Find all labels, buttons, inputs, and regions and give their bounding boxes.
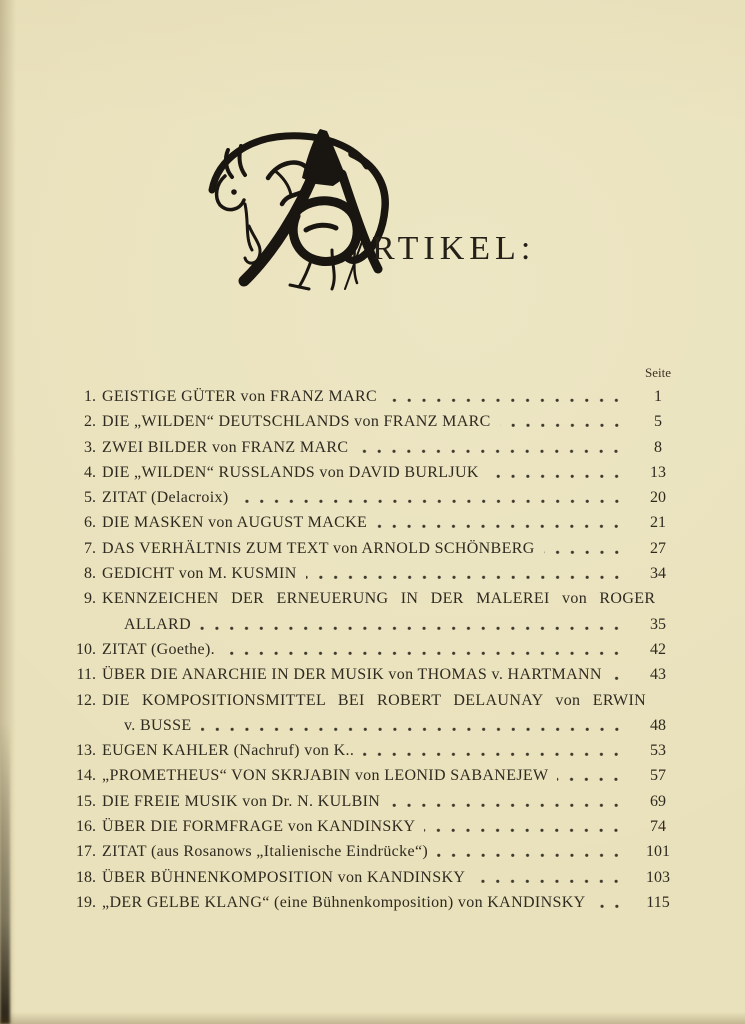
- dot-leader: [238, 485, 629, 510]
- entry-title: DIE „WILDEN“ RUSSLANDS von DAVID BURLJUK: [102, 463, 479, 481]
- entry-number: 12.: [76, 691, 96, 709]
- toc-entry: [63, 460, 683, 485]
- entry-number: 5.: [84, 489, 96, 507]
- dot-leader: [376, 510, 629, 535]
- entry-number: 17.: [76, 843, 96, 861]
- entry-title: „DER GELBE KLANG“ (eine Bühnenkomposition) von KANDINSKY: [102, 893, 586, 911]
- entry-page-number: 27: [650, 539, 666, 557]
- toc-entry: [63, 435, 683, 460]
- toc-entry: [63, 384, 683, 409]
- entry-page-number: 69: [650, 792, 666, 810]
- entry-title: ÜBER BÜHNENKOMPOSITION von KANDINSKY: [102, 868, 466, 886]
- page-column-header-row: [63, 363, 683, 382]
- dot-leader: [437, 839, 629, 864]
- dot-leader: [357, 435, 629, 460]
- entry-title: DAS VERHÄLTNIS ZUM TEXT von ARNOLD SCHÖNBERG: [102, 539, 535, 557]
- dot-leader: [224, 637, 629, 662]
- entry-title: EUGEN KAHLER (Nachruf) von K..: [102, 742, 355, 760]
- entry-number: 13.: [76, 742, 96, 760]
- entry-page-number: 13: [650, 463, 666, 481]
- dot-leader: [363, 738, 629, 763]
- entry-title: GEDICHT von M. KUSMIN: [102, 565, 297, 583]
- table-of-contents: [63, 363, 683, 915]
- entry-page-number: 21: [650, 514, 666, 532]
- entry-number: 3.: [84, 438, 96, 456]
- entry-page-number: 115: [646, 893, 670, 911]
- entry-page-number: 57: [650, 767, 666, 785]
- dot-leader: [544, 536, 629, 561]
- entry-number: 15.: [76, 792, 96, 810]
- dot-leader: [557, 763, 629, 788]
- toc-entry: [63, 586, 683, 611]
- entry-title: DIE MASKEN von AUGUST MACKE: [102, 514, 368, 532]
- page-bottom-shading: [0, 1012, 745, 1024]
- dot-leader: [201, 713, 629, 738]
- horse-initial-A-woodcut-icon: [204, 118, 389, 298]
- toc-entry: [63, 688, 683, 713]
- toc-entry: [63, 662, 683, 687]
- dot-leader: [500, 409, 629, 434]
- entry-title-continued: ALLARD: [124, 615, 191, 633]
- dot-leader: [389, 789, 629, 814]
- toc-entry: [63, 814, 683, 839]
- entry-page-number: 43: [650, 666, 666, 684]
- entry-page-number: 53: [650, 742, 666, 760]
- entry-title: GEISTIGE GÜTER von FRANZ MARC: [102, 388, 378, 405]
- entry-title: ZITAT (aus Rosanows „Italienische Eindrücke“): [102, 843, 429, 861]
- entry-page-number: 20: [650, 489, 666, 507]
- entry-page-number: 48: [650, 716, 666, 734]
- toc-entry: [63, 510, 683, 535]
- dot-leader: [488, 460, 629, 485]
- entry-title: ÜBER DIE FORMFRAGE von KANDINSKY: [102, 818, 416, 836]
- toc-entry: [63, 536, 683, 561]
- entry-title: DIE FREIE MUSIK von Dr. N. KULBIN: [102, 792, 381, 810]
- entry-number: 9.: [84, 590, 96, 608]
- entry-title: ZITAT (Goethe).: [102, 640, 215, 658]
- entry-page-number: 34: [650, 565, 666, 583]
- toc-entry: [63, 890, 683, 915]
- dot-leader: [306, 561, 629, 586]
- entry-page-number: 5: [654, 413, 662, 431]
- page-title-artikel: RTIKEL:: [372, 230, 536, 267]
- entry-title: DIE „WILDEN“ DEUTSCHLANDS von FRANZ MARC: [102, 413, 491, 431]
- book-spine-shadow: [0, 724, 10, 1024]
- entry-number: 16.: [76, 818, 96, 836]
- entry-title: ÜBER DIE ANARCHIE IN DER MUSIK von THOMAS v. HARTMANN: [102, 666, 602, 684]
- entry-title-continued: v. BUSSE: [124, 716, 192, 734]
- toc-entries: [63, 384, 683, 915]
- entry-number: 7.: [84, 539, 96, 557]
- entry-number: 10.: [76, 640, 96, 658]
- entry-page-number: 8: [654, 438, 662, 456]
- entry-page-number: 103: [646, 868, 670, 886]
- entry-title: ZITAT (Delacroix): [102, 489, 229, 507]
- entry-number: 6.: [84, 514, 96, 532]
- dot-leader: [611, 662, 629, 687]
- dot-leader: [386, 384, 629, 409]
- dot-leader: [200, 612, 629, 637]
- entry-title: DIE KOMPOSITIONSMITTEL BEI ROBERT DELAUNAY von ERWIN: [102, 691, 647, 709]
- dot-leader: [424, 814, 629, 839]
- toc-entry: [63, 839, 683, 864]
- entry-number: 18.: [76, 868, 96, 886]
- entry-number: 14.: [76, 767, 96, 785]
- entry-number: 11.: [76, 666, 96, 684]
- entry-title: „PROMETHEUS“ VON SKRJABIN von LEONID SABANEJEW: [102, 767, 549, 785]
- dot-leader: [595, 890, 629, 915]
- toc-entry: [63, 409, 683, 434]
- entry-page-number: 74: [650, 818, 666, 836]
- entry-page-number: 1: [654, 388, 662, 405]
- page-column-header: Seite: [645, 365, 671, 380]
- entry-number: 4.: [84, 463, 96, 481]
- entry-page-number: 42: [650, 640, 666, 658]
- toc-entry: [63, 561, 683, 586]
- entry-number: 2.: [84, 413, 96, 431]
- toc-entry: [63, 637, 683, 662]
- entry-number: 1.: [84, 388, 96, 405]
- toc-entry: [63, 789, 683, 814]
- entry-page-number: 101: [646, 843, 670, 861]
- toc-entry-continuation: [63, 612, 683, 637]
- dot-leader: [474, 865, 629, 890]
- entry-number: 19.: [76, 893, 96, 911]
- toc-entry: [63, 738, 683, 763]
- entry-number: 8.: [84, 565, 96, 583]
- toc-entry: [63, 865, 683, 890]
- toc-entry: [63, 763, 683, 788]
- toc-entry-continuation: [63, 713, 683, 738]
- entry-title: ZWEI BILDER von FRANZ MARC: [102, 438, 349, 456]
- toc-entry: [63, 485, 683, 510]
- entry-title: KENNZEICHEN DER ERNEUERUNG IN DER MALEREI von ROGER: [102, 590, 656, 608]
- entry-page-number: 35: [650, 615, 666, 633]
